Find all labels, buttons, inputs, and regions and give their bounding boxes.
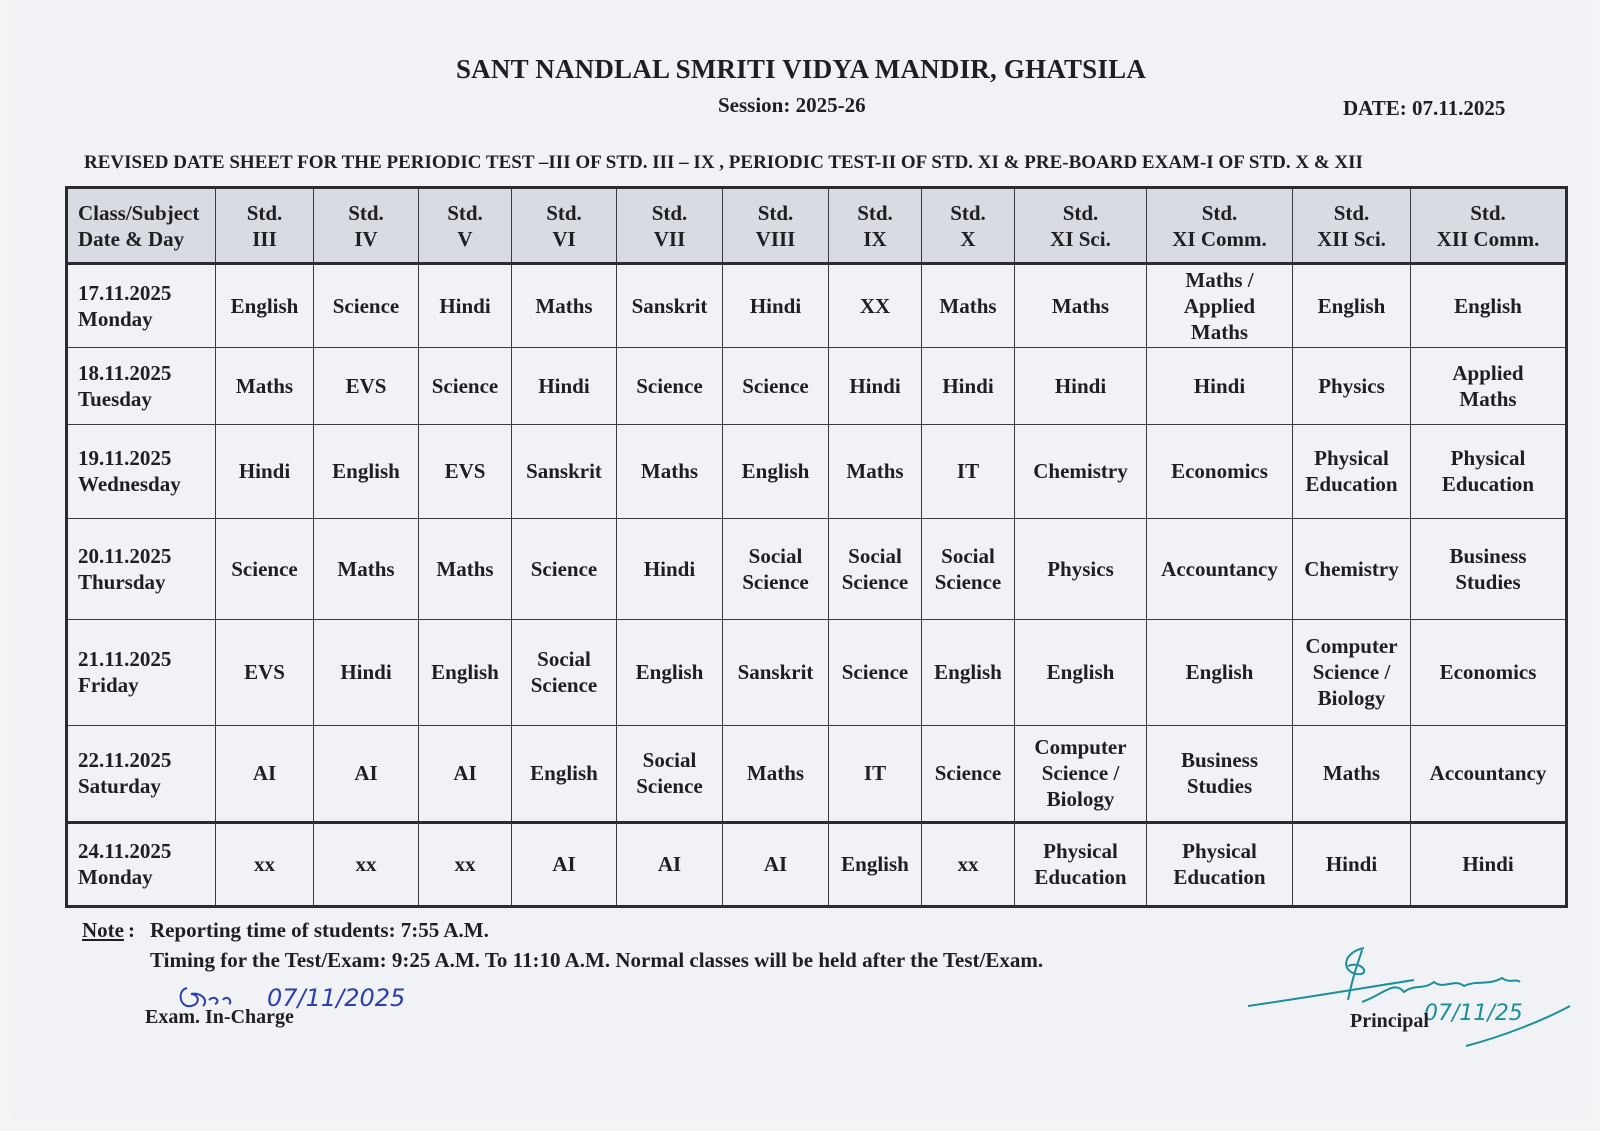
principal-signature	[1244, 940, 1584, 1050]
subject-cell: Hindi	[723, 264, 829, 348]
subject-cell: English	[617, 619, 723, 725]
subject-cell: Maths	[723, 726, 829, 822]
table-row	[67, 726, 1567, 822]
table-row	[67, 619, 1567, 725]
header-class-date: Class/Subject Date & Day	[67, 188, 216, 264]
subject-cell: Business Studies	[1147, 726, 1293, 822]
subject-cell: Hindi	[922, 348, 1015, 424]
subject-cell: Maths	[617, 424, 723, 518]
subject-cell: English	[314, 424, 419, 518]
subject-cell: Economics	[1411, 619, 1567, 725]
date-day-cell: 20.11.2025 Thursday	[67, 519, 216, 619]
subject-cell: Science	[922, 726, 1015, 822]
subject-cell: AI	[512, 822, 617, 906]
subject-cell: English	[922, 619, 1015, 725]
subject-cell: Maths	[922, 264, 1015, 348]
subject-cell: Social Science	[723, 519, 829, 619]
table-row	[67, 822, 1567, 906]
subject-cell: English	[1147, 619, 1293, 725]
header-std-col: Std. VIII	[723, 188, 829, 264]
subject-cell: AI	[419, 726, 512, 822]
date-day-cell: 21.11.2025 Friday	[67, 619, 216, 725]
subject-cell: English	[1293, 264, 1411, 348]
subject-cell: Physical Education	[1411, 424, 1567, 518]
subject-cell: Maths	[216, 348, 314, 424]
subject-cell: English	[512, 726, 617, 822]
subject-cell: Physics	[1015, 519, 1147, 619]
subject-cell: English	[1015, 619, 1147, 725]
header-std-col: Std. VI	[512, 188, 617, 264]
subject-cell: Sanskrit	[723, 619, 829, 725]
subject-cell: Sanskrit	[512, 424, 617, 518]
header-std-col: Std. IX	[829, 188, 922, 264]
subject-cell: Hindi	[1293, 822, 1411, 906]
subject-cell: xx	[922, 822, 1015, 906]
note-reporting-time: Reporting time of students: 7:55 A.M.	[150, 918, 489, 942]
date-day-cell: 19.11.2025 Wednesday	[67, 424, 216, 518]
header-std-col: Std. IV	[314, 188, 419, 264]
subject-cell: Sanskrit	[617, 264, 723, 348]
subject-cell: AI	[617, 822, 723, 906]
date-sheet-page: SANT NANDLAL SMRITI VIDYA MANDIR, GHATSILA Session: 2025-26 DATE: 07.11.2025 REVISED DATE SHEET FOR THE PERIODIC TEST –III OF STD. III – IX , PERIODIC TEST-II OF STD. XI & PRE-BOARD EXAM-I OF STD. X & XII Class/Subject Date & Day Std. III Std. IV Std. V Std. VI Std. VII Std. VIII Std. IX Std. X Std. XI Sci. Std. XI Comm. Std. XII Sci. Std. XII Comm. 17.11.2025 Monday English Science Hindi Maths Sanskrit Hindi XX Maths Maths Maths / Applied Maths English English 18.11.2025 Tuesday Maths EVS Science Hindi Science Science Hindi Hindi Hindi Hindi Physics Applied Maths 19.11.2025 Wednesday Hindi English EVS Sanskrit Maths English Maths IT Chemistry Economics Physical Education Physical Education 20.11.2025 Thursday Science Maths Maths Science Hindi Social Science Social Science Social Science Physics Accountancy Chemistry Business Studies 21.11.2025 Friday EVS Hindi English Social Science English Sanskrit Science English English English Computer Science / Biology Economics 22.11.2025 Saturday AI AI AI English Social Science Maths IT Science Computer Science / Biology Business Studies Maths Accountancy 24.11.2025 Monday xx xx xx AI AI AI English xx Physical Education Physical Education Hindi Hindi Note : Reporting time of students: 7:55 A.M. Timing for the Test/Exam: 9:25 A.M. To 11:10 A.M. Normal classes will be held after the Test/Exam. 07/11/2025 Exam. In-Charge 07/11/25 Principal	[10, 0, 1592, 1118]
subject-cell: Maths	[512, 264, 617, 348]
header-std-col: Std. XI Sci.	[1015, 188, 1147, 264]
date-day-cell: 18.11.2025 Tuesday	[67, 348, 216, 424]
subject-cell: AI	[723, 822, 829, 906]
subject-cell: Maths / Applied Maths	[1147, 264, 1293, 348]
subject-cell: Hindi	[1411, 822, 1567, 906]
subject-cell: Science	[512, 519, 617, 619]
subject-cell: Science	[216, 519, 314, 619]
subject-cell: EVS	[314, 348, 419, 424]
subject-cell: English	[1411, 264, 1567, 348]
header-std-col: Std. XII Sci.	[1293, 188, 1411, 264]
subject-cell: Science	[723, 348, 829, 424]
subject-cell: Social Science	[617, 726, 723, 822]
subject-cell: Science	[617, 348, 723, 424]
subject-cell: English	[723, 424, 829, 518]
subject-cell: xx	[314, 822, 419, 906]
subject-cell: Physical Education	[1015, 822, 1147, 906]
exam-incharge-signed-date: 07/11/2025	[267, 984, 406, 1012]
subject-cell: Social Science	[512, 619, 617, 725]
subject-cell: Science	[829, 619, 922, 725]
subject-cell: AI	[314, 726, 419, 822]
table-row	[67, 424, 1567, 518]
header-std-col: Std. XI Comm.	[1147, 188, 1293, 264]
subject-cell: IT	[922, 424, 1015, 518]
subject-cell: Accountancy	[1411, 726, 1567, 822]
subject-cell: Physical Education	[1293, 424, 1411, 518]
subject-cell: Hindi	[1147, 348, 1293, 424]
subject-cell: Business Studies	[1411, 519, 1567, 619]
header-std-col: Std. X	[922, 188, 1015, 264]
subject-cell: Accountancy	[1147, 519, 1293, 619]
table-row	[67, 519, 1567, 619]
subject-cell: Chemistry	[1293, 519, 1411, 619]
subject-cell: Social Science	[829, 519, 922, 619]
subject-cell: XX	[829, 264, 922, 348]
subject-cell: Physical Education	[1147, 822, 1293, 906]
subject-cell: xx	[216, 822, 314, 906]
subject-cell: Maths	[419, 519, 512, 619]
subject-cell: Physics	[1293, 348, 1411, 424]
subject-cell: English	[419, 619, 512, 725]
school-name: SANT NANDLAL SMRITI VIDYA MANDIR, GHATSILA	[455, 54, 1147, 84]
subject-cell: Computer Science / Biology	[1293, 619, 1411, 725]
subject-cell: Maths	[1015, 264, 1147, 348]
session-label: Session: 2025-26	[718, 93, 866, 117]
subject-cell: Hindi	[419, 264, 512, 348]
table-row	[67, 348, 1567, 424]
subject-cell: Hindi	[314, 619, 419, 725]
issue-date: DATE: 07.11.2025	[1343, 96, 1506, 120]
date-day-cell: 24.11.2025 Monday	[67, 822, 216, 906]
date-sheet-table	[65, 186, 1568, 908]
principal-label: Principal	[1350, 1010, 1429, 1032]
subject-cell: English	[216, 264, 314, 348]
subject-cell: Hindi	[512, 348, 617, 424]
subject-cell: Hindi	[1015, 348, 1147, 424]
table-row	[67, 264, 1567, 348]
subject-cell: Hindi	[829, 348, 922, 424]
date-day-cell: 22.11.2025 Saturday	[67, 726, 216, 822]
subject-cell: Maths	[314, 519, 419, 619]
subject-cell: Hindi	[216, 424, 314, 518]
subject-cell: Computer Science / Biology	[1015, 726, 1147, 822]
subject-cell: Maths	[1293, 726, 1411, 822]
subject-cell: English	[829, 822, 922, 906]
subject-cell: xx	[419, 822, 512, 906]
subject-cell: Science	[314, 264, 419, 348]
subject-cell: EVS	[419, 424, 512, 518]
subject-cell: AI	[216, 726, 314, 822]
header-std-col: Std. III	[216, 188, 314, 264]
header-std-col: Std. VII	[617, 188, 723, 264]
subject-cell: IT	[829, 726, 922, 822]
subject-cell: EVS	[216, 619, 314, 725]
date-day-cell: 17.11.2025 Monday	[67, 264, 216, 348]
subject-cell: Hindi	[617, 519, 723, 619]
header-std-col: Std. XII Comm.	[1411, 188, 1567, 264]
date-sheet-subtitle: REVISED DATE SHEET FOR THE PERIODIC TEST –III OF STD. III – IX , PERIODIC TEST-II OF STD. XI & PRE-BOARD EXAM-I OF STD. X & XII	[84, 152, 1363, 173]
subject-cell: Economics	[1147, 424, 1293, 518]
table-header-row	[67, 188, 1567, 264]
header-std-col: Std. V	[419, 188, 512, 264]
note-exam-timing: Timing for the Test/Exam: 9:25 A.M. To 11:10 A.M. Normal classes will be held after the Test/Exam.	[150, 948, 1044, 972]
subject-cell: Maths	[829, 424, 922, 518]
exam-incharge-label: Exam. In-Charge	[145, 1006, 294, 1028]
subject-cell: Applied Maths	[1411, 348, 1567, 424]
note-label: Note	[82, 918, 124, 942]
subject-cell: Science	[419, 348, 512, 424]
principal-signed-date: 07/11/25	[1424, 1001, 1523, 1026]
subject-cell: Social Science	[922, 519, 1015, 619]
subject-cell: Chemistry	[1015, 424, 1147, 518]
